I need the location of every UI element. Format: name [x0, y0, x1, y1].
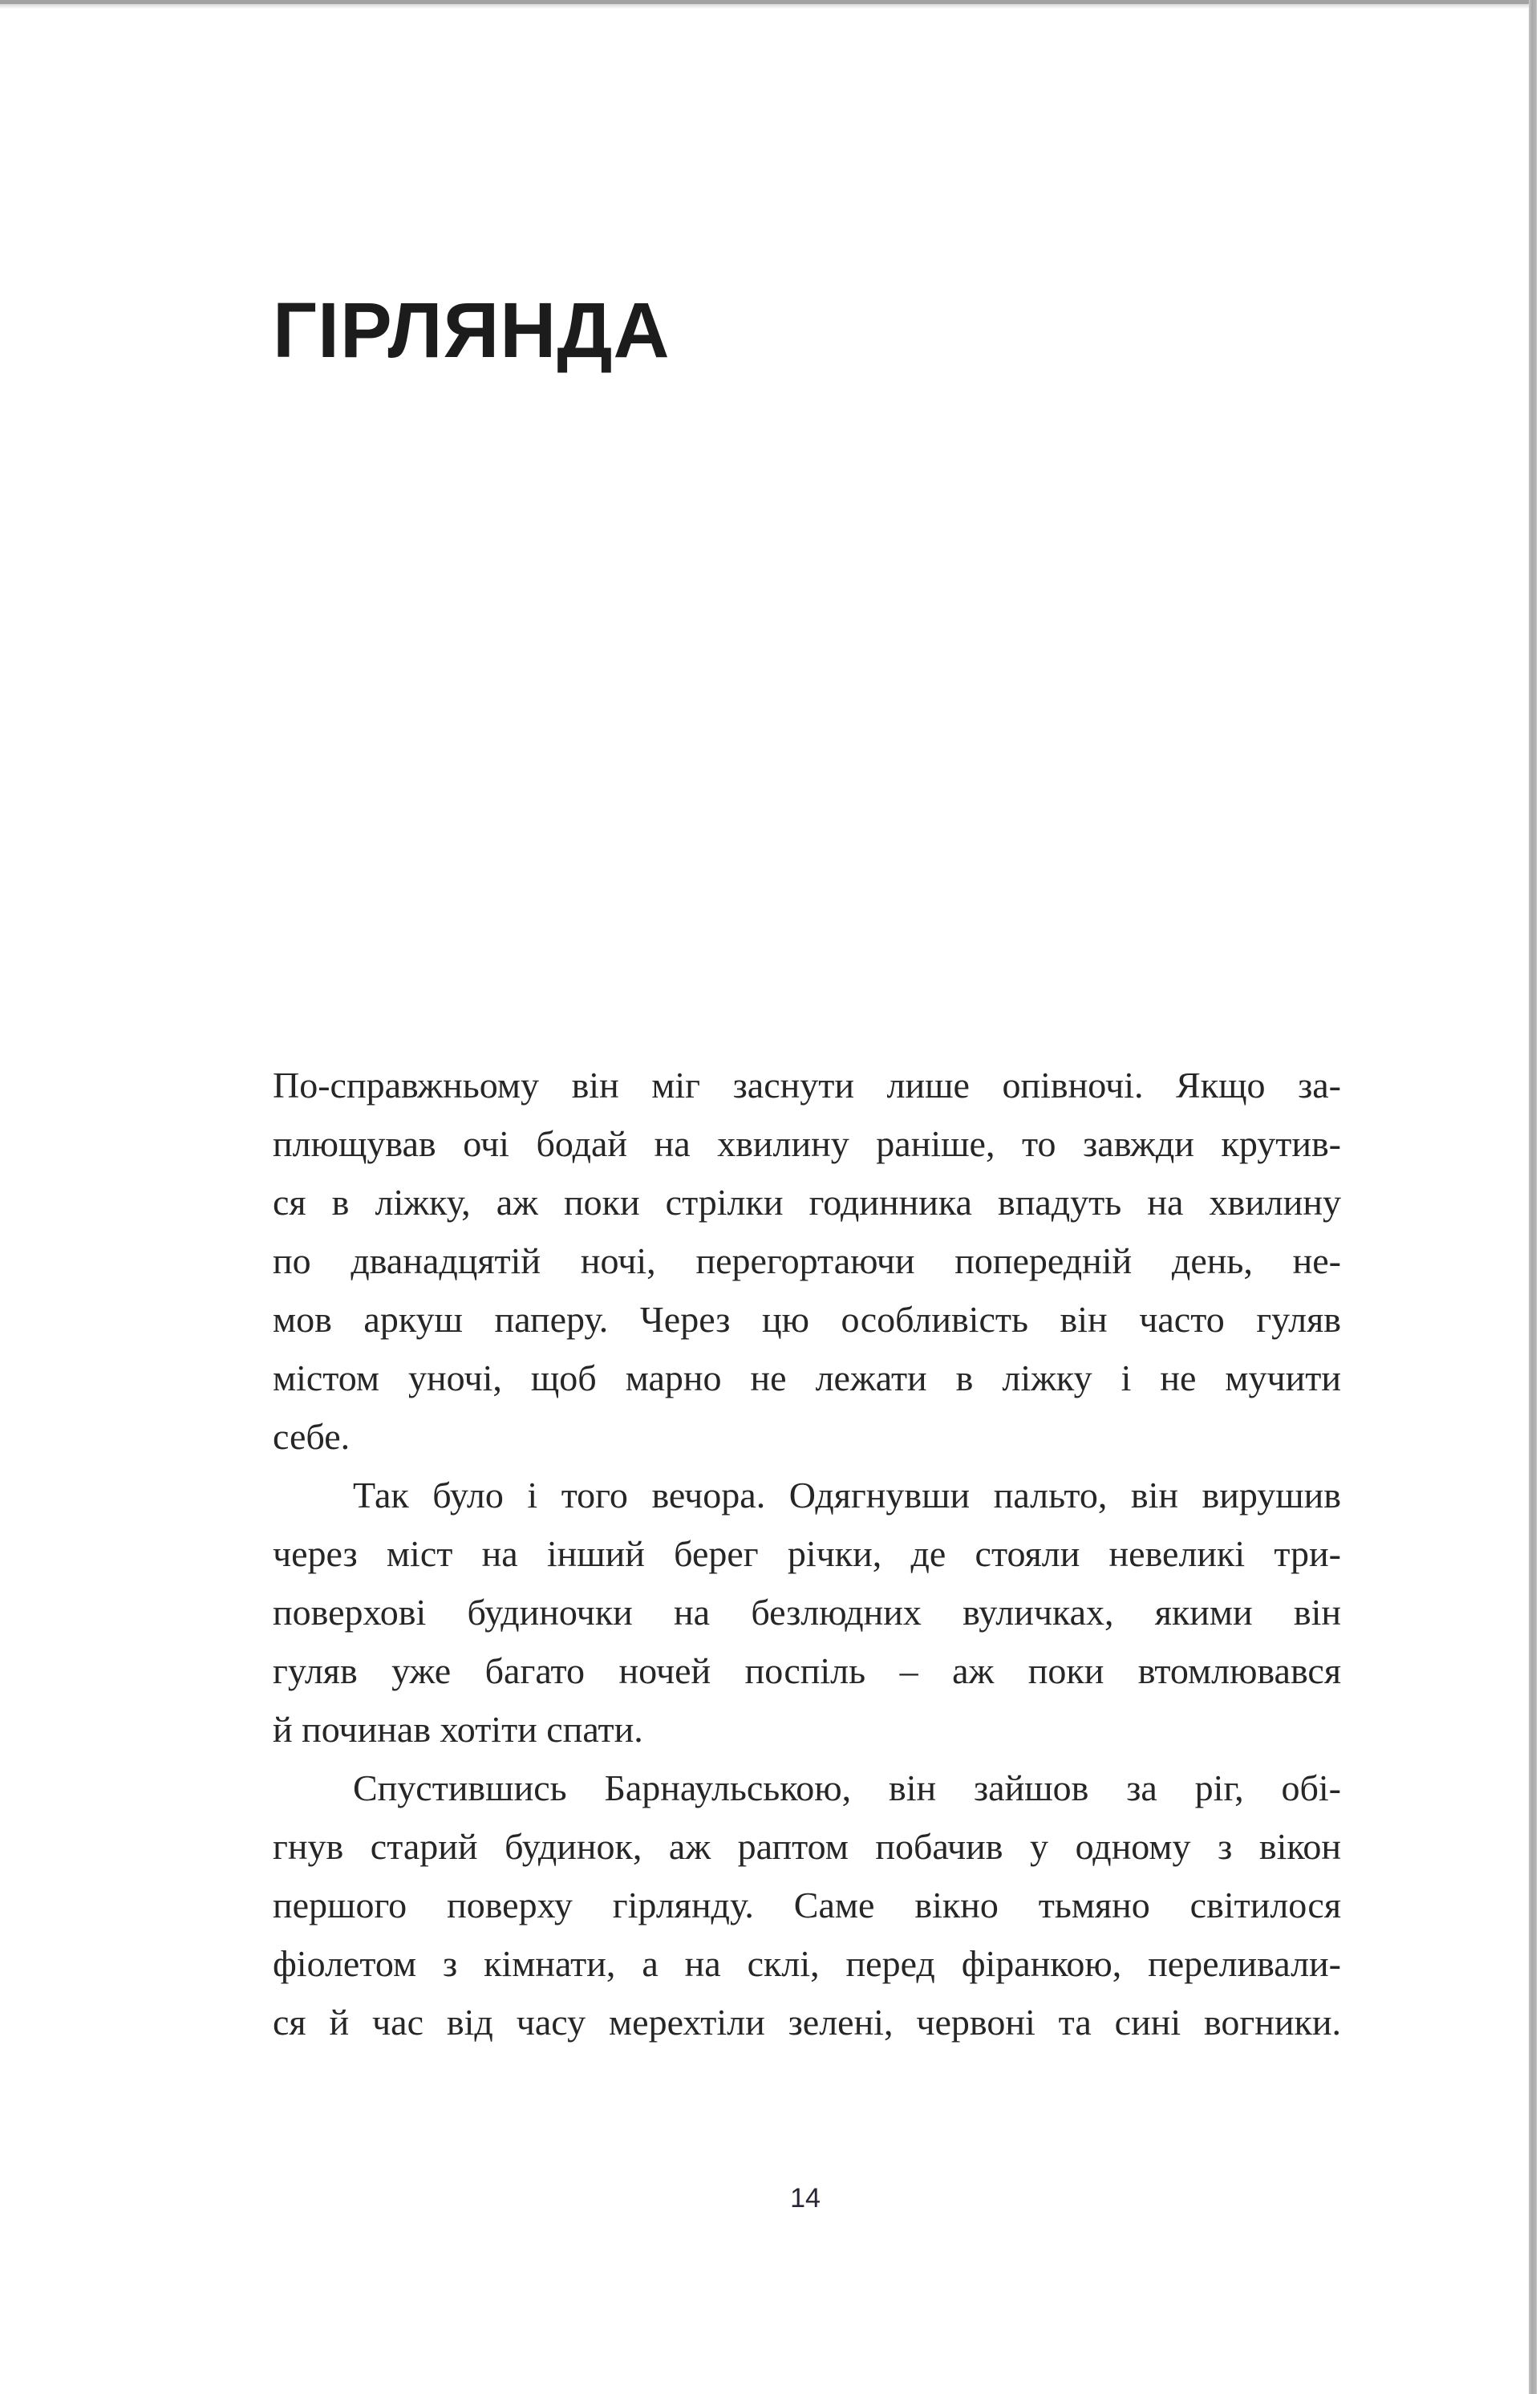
text-line: себе. — [273, 1416, 351, 1457]
text-line: Спустившись Барнаульською, він зайшов за ріг, обі- — [353, 1767, 1341, 1808]
text-line: гнув старий будинок, аж раптом побачив у одному з вікон — [273, 1826, 1341, 1867]
text-line: плющував очі бодай на хвилину раніше, то завжди крутив- — [273, 1123, 1341, 1164]
chapter-title: ГІРЛЯНДА — [273, 286, 671, 374]
text-line: через міст на інший берег річки, де стояли невеликі три- — [273, 1533, 1341, 1574]
text-line: Так було і того вечора. Одягнувши пальто, він вирушив — [353, 1475, 1341, 1516]
text-line: й починав хотіти спати. — [273, 1709, 643, 1750]
text-line: мов аркуш паперу. Через цю особливість він часто гуляв — [273, 1299, 1341, 1340]
text-line: фіолетом з кімнати, а на склі, перед фіранкою, переливали- — [273, 1943, 1341, 1984]
page-top-edge-shadow — [0, 4, 1540, 9]
page-number: 14 — [790, 2183, 821, 2213]
paragraph-1 — [273, 1056, 1341, 1466]
text-line: поверхові будиночки на безлюдних вуличках, якими він — [273, 1592, 1341, 1633]
text-line: По-справжньому він міг заснути лише опівночі. Якщо за- — [273, 1065, 1341, 1106]
paragraph-2 — [273, 1466, 1341, 1759]
text-line: гуляв уже багато ночей поспіль – аж поки втомлювався — [273, 1650, 1341, 1691]
text-line: ся й час від часу мерехтіли зелені, червоні та сині вогники. — [273, 2002, 1341, 2043]
text-line: ся в ліжку, аж поки стрілки годинника впадуть на хвилину — [273, 1182, 1341, 1223]
page-right-margin — [1537, 0, 1540, 2394]
body-text — [273, 1056, 1341, 2051]
text-line: містом уночі, щоб марно не лежати в ліжку і не мучити — [273, 1357, 1341, 1398]
page-right-edge — [1529, 0, 1537, 2394]
text-line: по дванадцятій ночі, перегортаючи попередній день, не- — [273, 1240, 1341, 1281]
paragraph-3 — [273, 1759, 1341, 2051]
text-line: першого поверху гірлянду. Саме вікно тьмяно світилося — [273, 1885, 1341, 1925]
